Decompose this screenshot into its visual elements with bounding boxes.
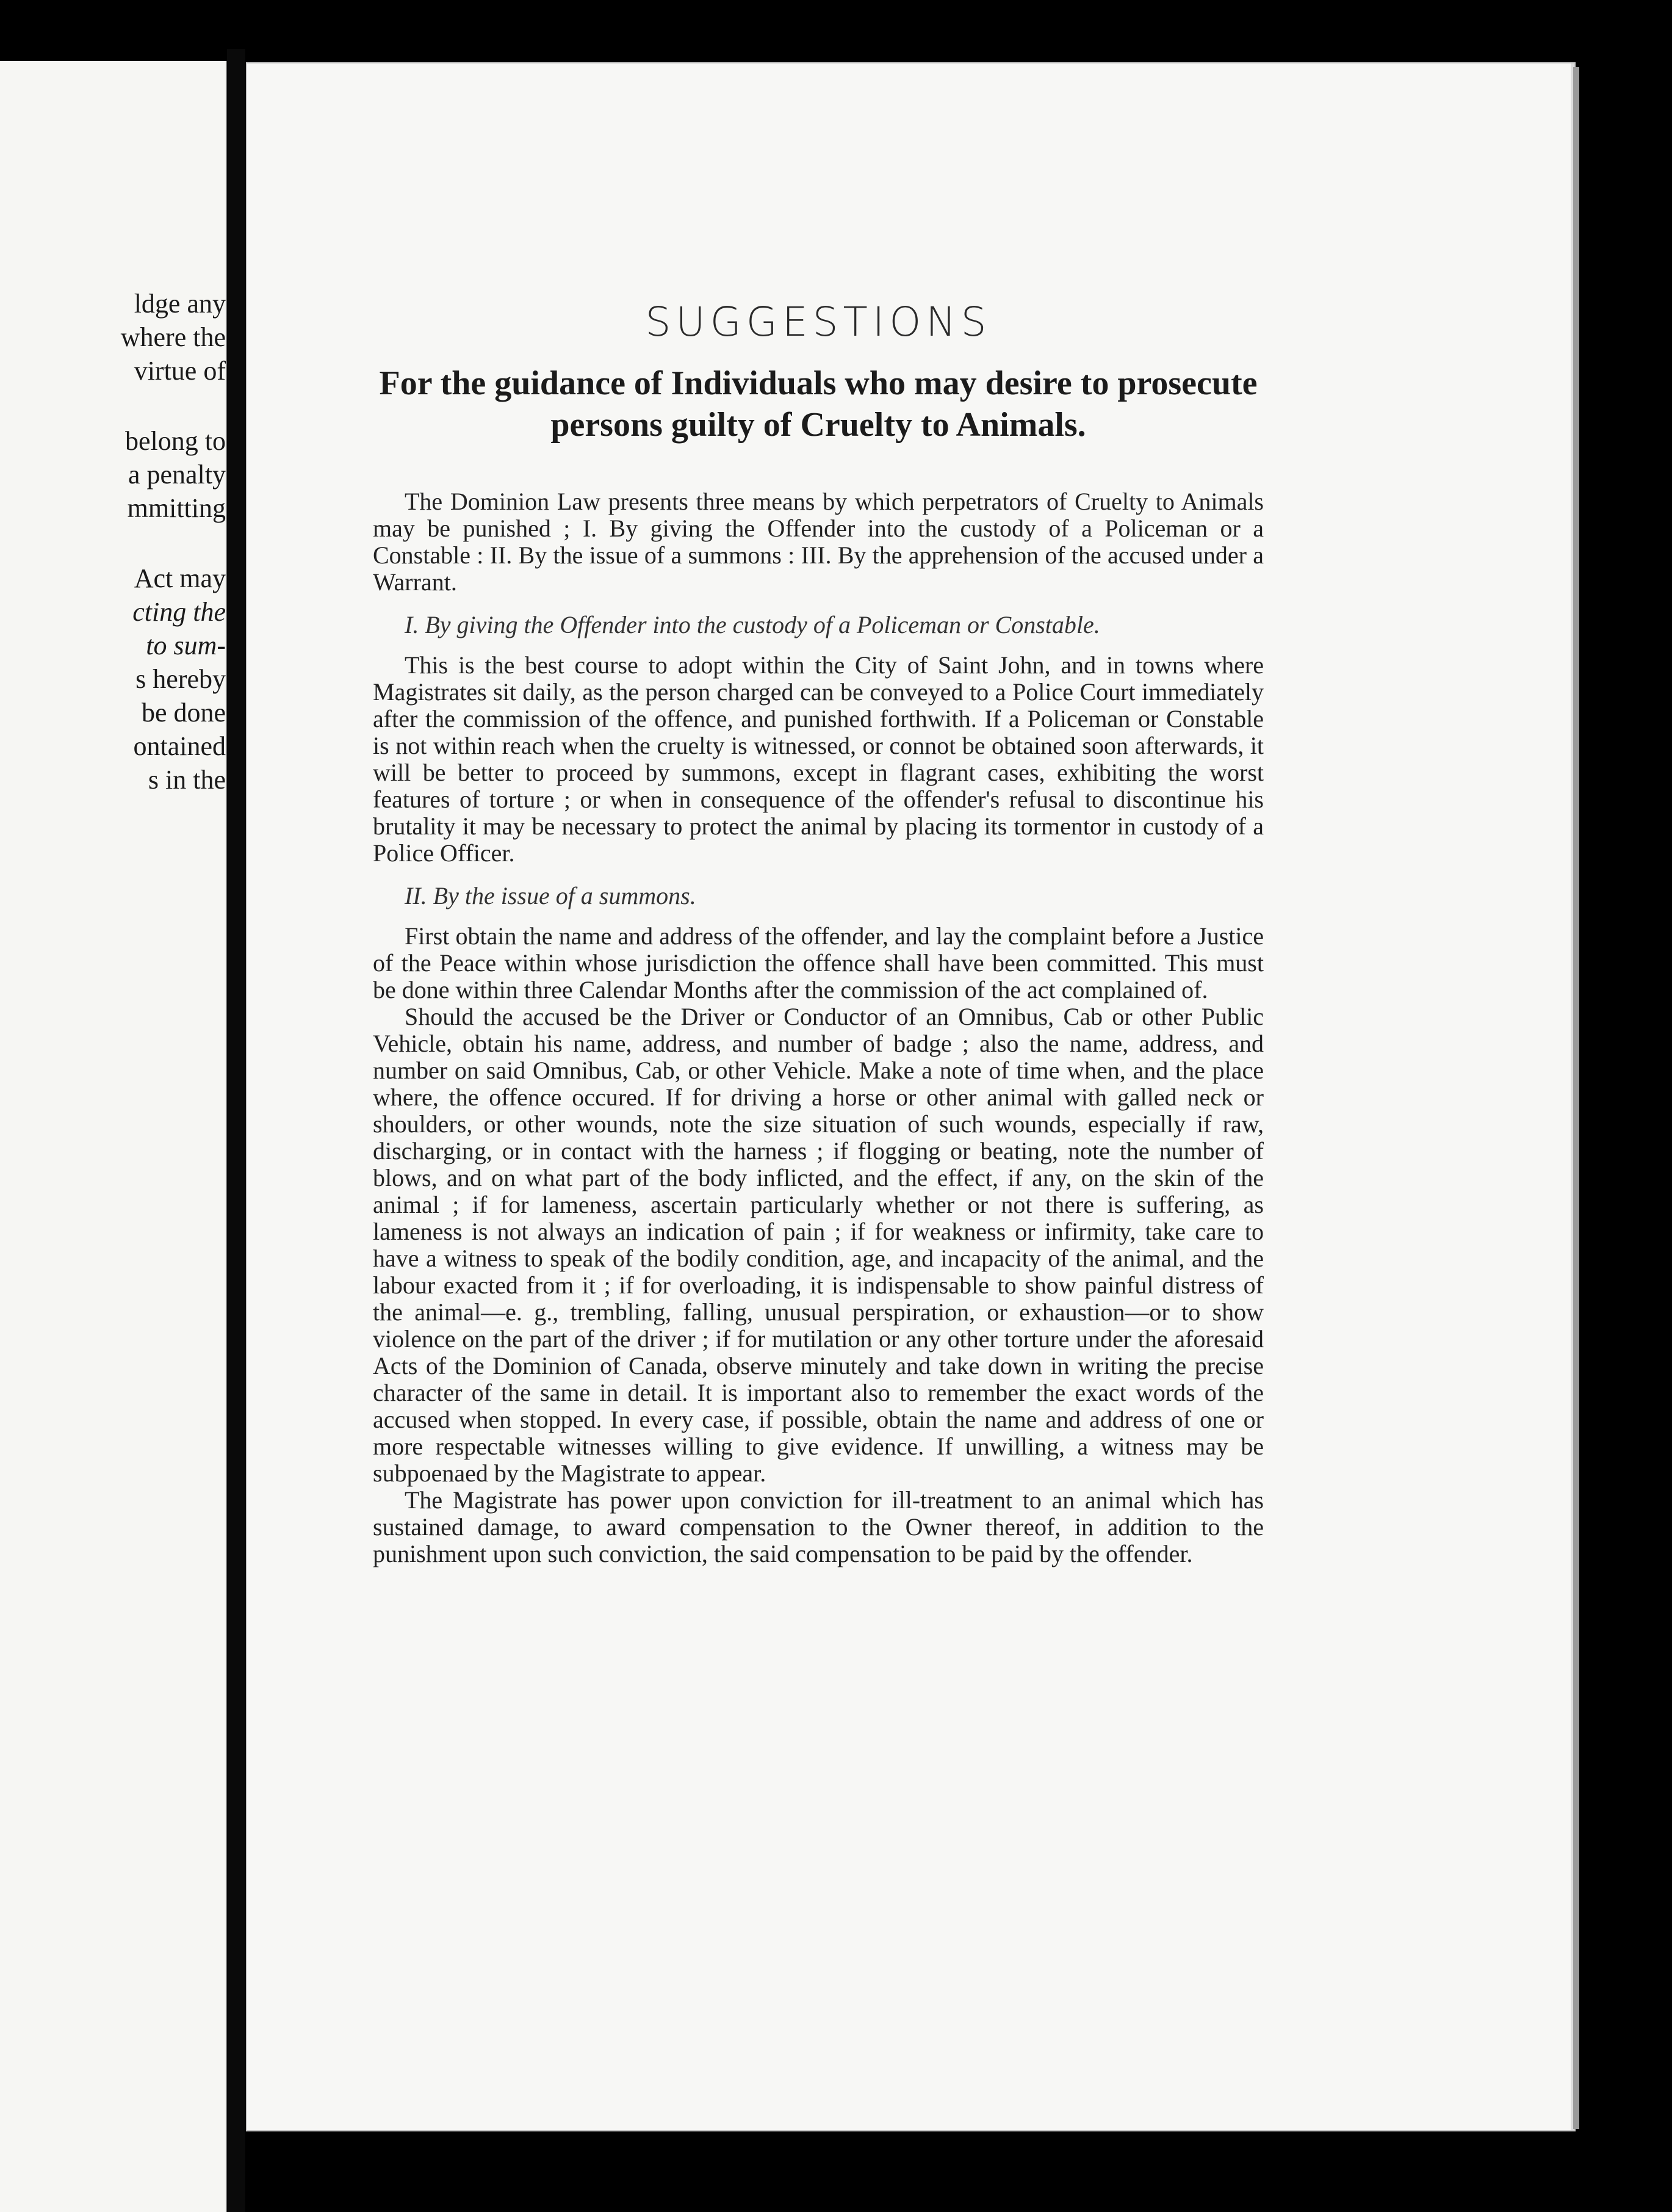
section-heading-custody: I. By giving the Offender into the custody of a Policeman or Constable. xyxy=(405,611,1100,638)
page-edge xyxy=(1573,67,1579,2129)
left-fragment-line: to sum- xyxy=(146,631,226,660)
section-heading-summons: II. By the issue of a summons. xyxy=(405,882,696,909)
left-fragment-line: ldge any xyxy=(134,289,226,319)
page-title: SUGGESTIONS xyxy=(645,298,992,345)
left-fragment-line: a penalty xyxy=(128,460,226,490)
page-content xyxy=(373,298,1264,1567)
section-custody-paragraph: This is the best course to adopt within the City of Saint John, and in towns where Magistrates sit daily, as the person charged can be conveyed to a Police Court immediately after the commission of the offence, and punished forthwith. If a Policeman or Constable is not within reach when the cruelty is witnessed, or connot be obtained soon afterwards, it will be better to proceed by summons, except in flagrant cases, exhibiting the worst features of torture ; or when in consequence of the offender's refusal to discontinue his brutality it may be necessary to protect the animal by placing its tormentor in custody of a Police Officer. xyxy=(373,651,1264,867)
section-summons-paragraph-3: The Magistrate has power upon conviction for ill-treatment to an animal which has sustained damage, to award compensation to the Owner thereof, in addition to the punishment upon such conviction, the said compensation to be paid by the offender. xyxy=(373,1486,1264,1567)
left-fragment-line: cting the xyxy=(132,597,226,627)
left-facing-page xyxy=(0,61,228,2212)
left-fragment-line: mmitting xyxy=(127,493,226,523)
left-fragment-line: virtue of xyxy=(134,356,226,386)
left-fragment-line: belong to xyxy=(125,426,226,456)
left-fragment-line: s hereby xyxy=(135,664,226,694)
page-subtitle: For the guidance of Individuals who may desire to prosecute persons guilty of Cruelty to Animals. xyxy=(379,364,1258,444)
section-summons-paragraph-2: Should the accused be the Driver or Conductor of an Omnibus, Cab or other Public Vehicle, obtain his name, address, and number of badge ; also the name, address, and number on said Omnibus, Cab, or other Vehicle. Make a note of time when, and the place where, the offence occured. If for driving a horse or other animal with galled neck or shoulders, or other wounds, note the size situation of such wounds, especially if raw, discharging, or in contact with the harness ; if flogging or beating, note the number of blows, and on what part of the body inflicted, and the effect, if any, on the skin of the animal ; if for lameness, ascertain particularly whether or not there is suffering, as lameness is not always an indication of pain ; if for weakness or infirmity, take care to have a witness to speak of the bodily condition, age, and incapacity of the animal, and the labour exacted from it ; if for overloading, it is indispensable to show painful distress of the animal—e. g., trembling, falling, unusual perspiration, or exhaustion—or to show violence on the part of the driver ; if for mutilation or any other torture under the aforesaid Acts of the Dominion of Canada, observe minutely and take down in writing the precise character of the same in detail. It is important also to remember the exact words of the accused when stopped. In every case, if possible, obtain the name and address of one or more respectable witnesses willing to give evidence. If unwilling, a witness may be subpoenaed by the Magistrate to appear. xyxy=(373,1003,1264,1487)
left-fragment-line: Act may xyxy=(134,563,226,593)
book-gutter xyxy=(227,49,245,2212)
intro-paragraph: The Dominion Law presents three means by which perpetrators of Cruelty to Animals may be punished ; I. By giving the Offender into the custody of a Policeman or a Constable : II. By the issue of a summons : III. By the apprehension of the accused under a Warrant. xyxy=(373,488,1264,596)
left-fragment-line: where the xyxy=(120,322,226,352)
left-fragment-line: s in the xyxy=(148,765,226,795)
right-page xyxy=(246,62,1576,2131)
section-summons-paragraph-1: First obtain the name and address of the offender, and lay the complaint before a Justice of the Peace within whose jurisdiction the offence shall have been committed. This must be done within three Calendar Months after the commission of the act complained of. xyxy=(373,922,1264,1003)
left-fragment-line: be done xyxy=(141,698,226,728)
left-page-text-fragments xyxy=(0,287,226,797)
left-fragment-line: ontained xyxy=(133,731,226,761)
